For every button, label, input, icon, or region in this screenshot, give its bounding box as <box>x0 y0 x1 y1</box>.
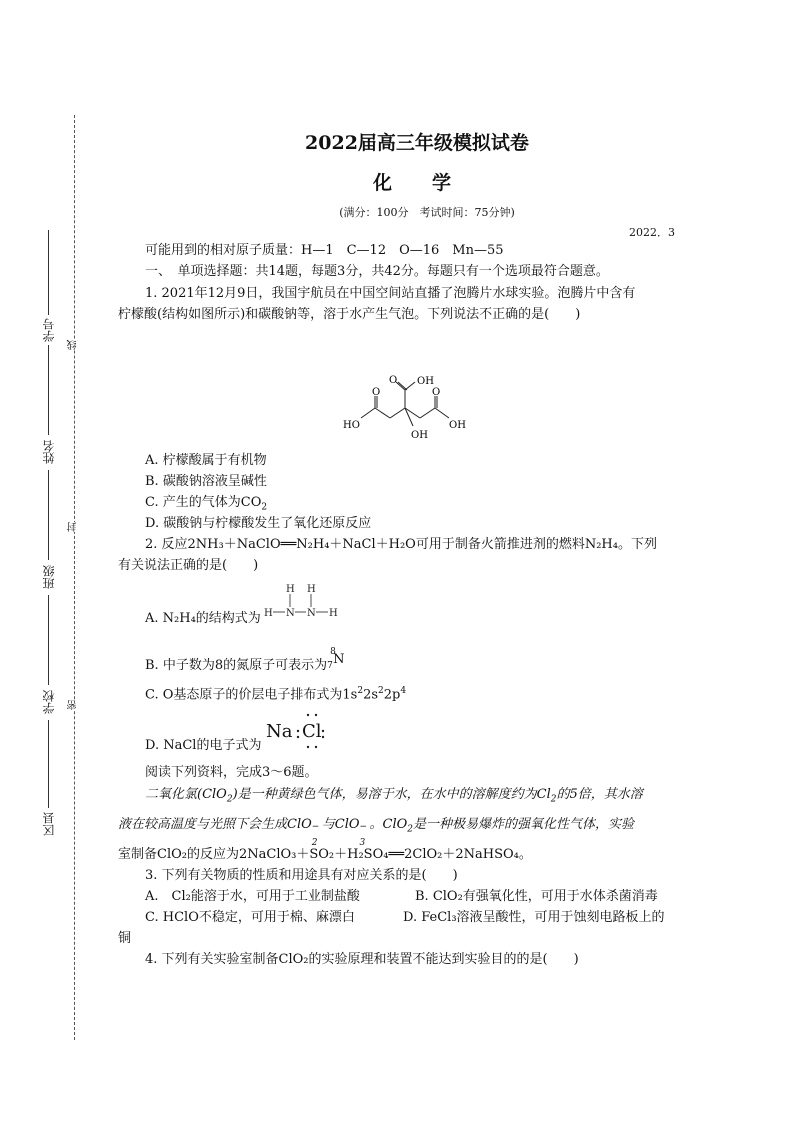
clo3-sub: 3 <box>359 838 366 848</box>
school-label: 学校 <box>42 690 56 714</box>
student-id-label: 学号 <box>42 318 56 342</box>
citric-acid-structure <box>335 368 485 448</box>
clo2-sup: − <box>311 822 320 832</box>
q1-option-c-sub: 2 <box>261 502 268 513</box>
class-blank[interactable] <box>48 470 49 560</box>
q1-option-d: D. 碳酸钠与柠檬酸发生了氧化还原反应 <box>145 516 372 531</box>
reading-line1-c: 的5倍，其水溶 <box>556 787 643 802</box>
name-blank[interactable] <box>48 345 49 435</box>
q2-option-d: D. NaCl的电子式为 <box>145 738 262 753</box>
q2-option-c <box>145 682 406 704</box>
q2-option-a: A. N₂H₄的结构式为 <box>145 611 261 626</box>
label-o-top: O <box>389 375 398 386</box>
label-ho-left: HO <box>343 420 360 431</box>
label-oh-top: OH <box>417 376 434 387</box>
nacl-electron-formula <box>266 712 346 752</box>
reading-line1-a: 二氧化氯(ClO <box>145 787 227 802</box>
q3-option-c: C. HClO不稳定，可用于棉、麻漂白 <box>145 910 355 925</box>
binding-mark-secret: 密 <box>68 700 79 710</box>
reading-line2-c: 。ClO <box>369 817 408 832</box>
district-blank[interactable] <box>48 720 49 808</box>
q1-option-c-text: C. 产生的气体为CO <box>145 495 262 510</box>
q1-stem-line1: 1. 2021年12月9日，我国宇航员在中国空间站直播了泡腾片水球实验。泡腾片中含有 <box>145 286 636 301</box>
reading-prompt: 阅读下列资料，完成3～6题。 <box>145 765 318 780</box>
reading-line2-b: 与ClO <box>321 817 360 832</box>
n2h4-structure <box>264 582 344 622</box>
reading-line2-a: 液在较高温度与光照下会生成ClO <box>118 817 312 832</box>
reading-line1-b: )是一种黄绿色气体，易溶于水，在水中的溶解度约为Cl <box>232 787 551 802</box>
reading-line1 <box>145 786 643 809</box>
q2-option-b-text: B. 中子数为8的氮原子可表示为 <box>145 658 328 673</box>
school-blank[interactable] <box>48 595 49 685</box>
q2-option-c-e3: 4 <box>400 686 407 696</box>
n2h4-h2: H <box>307 584 316 595</box>
class-label: 班级 <box>42 565 56 589</box>
n2h4-h1: H <box>286 584 295 595</box>
reading-line2-d: 是一种极易爆炸的强氧化性气体，实验 <box>413 817 635 832</box>
n2h4-n1: N <box>286 608 295 619</box>
citric-acid-svg <box>335 368 485 448</box>
q1-option-b: B. 碳酸钠溶液呈碱性 <box>145 474 267 489</box>
binding-mark-line: 线 <box>68 340 79 350</box>
q1-option-c <box>145 494 267 517</box>
n2h4-h3: H <box>264 608 273 619</box>
nacl-na: Na <box>266 721 293 742</box>
q2-option-c-mid1: 2s <box>363 687 379 703</box>
q2-stem-line2: 有关说法正确的是( ) <box>118 558 259 573</box>
reading-line2 <box>118 816 635 848</box>
q2-option-b <box>145 647 345 675</box>
n2h4-n2: N <box>307 608 316 619</box>
clo3-sup: − <box>359 822 368 832</box>
q2-option-c-mid2: 2p <box>383 687 401 703</box>
nacl-cl: Cl <box>302 721 322 742</box>
q1-stem-line2: 柠檬酸(结构如图所示)和碳酸钠等，溶于水产生气泡。下列说法不正确的是( ) <box>118 307 581 322</box>
reading-line1-a-sub: 2 <box>226 794 233 805</box>
n2h4-svg <box>264 582 344 622</box>
clo2-sub: 2 <box>311 838 318 848</box>
label-oh-right: OH <box>449 420 466 431</box>
section-heading: 一、 单项选择题：共14题，每题3分，共42分。每题只有一个选项最符合题意。 <box>145 264 609 279</box>
subject-title: 化学 <box>372 172 491 194</box>
exam-info: (满分：100分 考试时间：75分钟) <box>339 206 515 219</box>
nitrogen-isotope <box>327 647 345 671</box>
atomic-mass-note: 可能用到的相对原子质量：H—1 C—12 O—16 Mn—55 <box>145 243 504 258</box>
exam-date: 2022．3 <box>629 226 675 239</box>
q4-stem: 4. 下列有关实验室制备ClO₂的实验原理和装置不能达到实验目的的是( ) <box>145 952 579 967</box>
isotope-atomic-number: 7 <box>327 661 333 671</box>
q2-option-c-text: C. O基态原子的价层电子排布式为1s <box>145 687 358 703</box>
reading-line3: 室制备ClO₂的反应为2NaClO₃＋SO₂＋H₂SO₄══2ClO₂＋2NaHSO₄。 <box>118 847 532 862</box>
student-id-blank[interactable] <box>48 230 49 315</box>
binding-dashed-line <box>74 115 75 1040</box>
binding-mark-seal: 封 <box>68 522 79 532</box>
q1-option-a: A. 柠檬酸属于有机物 <box>145 453 267 468</box>
q3-option-d: D. FeCl₃溶液呈酸性，可用于蚀刻电路板上的 <box>403 910 665 925</box>
q3-option-d-cont: 铜 <box>118 931 132 946</box>
q2-option-c-e2: 2 <box>378 686 384 696</box>
q3-option-b: B. ClO₂有强氧化性，可用于水体杀菌消毒 <box>415 889 658 904</box>
n2h4-h4: H <box>329 608 338 619</box>
q3-option-a: A. Cl₂能溶于水，可用于工业制盐酸 <box>145 889 360 904</box>
reading-line2-c-sub: 2 <box>407 824 414 835</box>
name-label: 姓名 <box>42 440 56 464</box>
nacl-dots <box>266 712 346 752</box>
label-o-right: O <box>432 387 441 398</box>
reading-line1-b-sub: 2 <box>550 794 557 805</box>
label-oh-center: OH <box>411 430 428 441</box>
page-title: 2022届高三年级模拟试卷 <box>305 132 529 154</box>
isotope-symbol: N <box>333 652 345 667</box>
q3-stem: 3. 下列有关物质的性质和用途具有对应关系的是( ) <box>145 868 458 883</box>
q2-stem-line1: 2. 反应2NH₃＋NaClO══N₂H₄＋NaCl＋H₂O可用于制备火箭推进剂的燃料N₂H₄。下列 <box>145 537 657 552</box>
isotope-mass: 8 <box>330 647 336 657</box>
district-label: 区县 <box>42 812 56 836</box>
label-o-left: O <box>372 387 381 398</box>
q2-option-c-e1: 2 <box>357 686 364 696</box>
